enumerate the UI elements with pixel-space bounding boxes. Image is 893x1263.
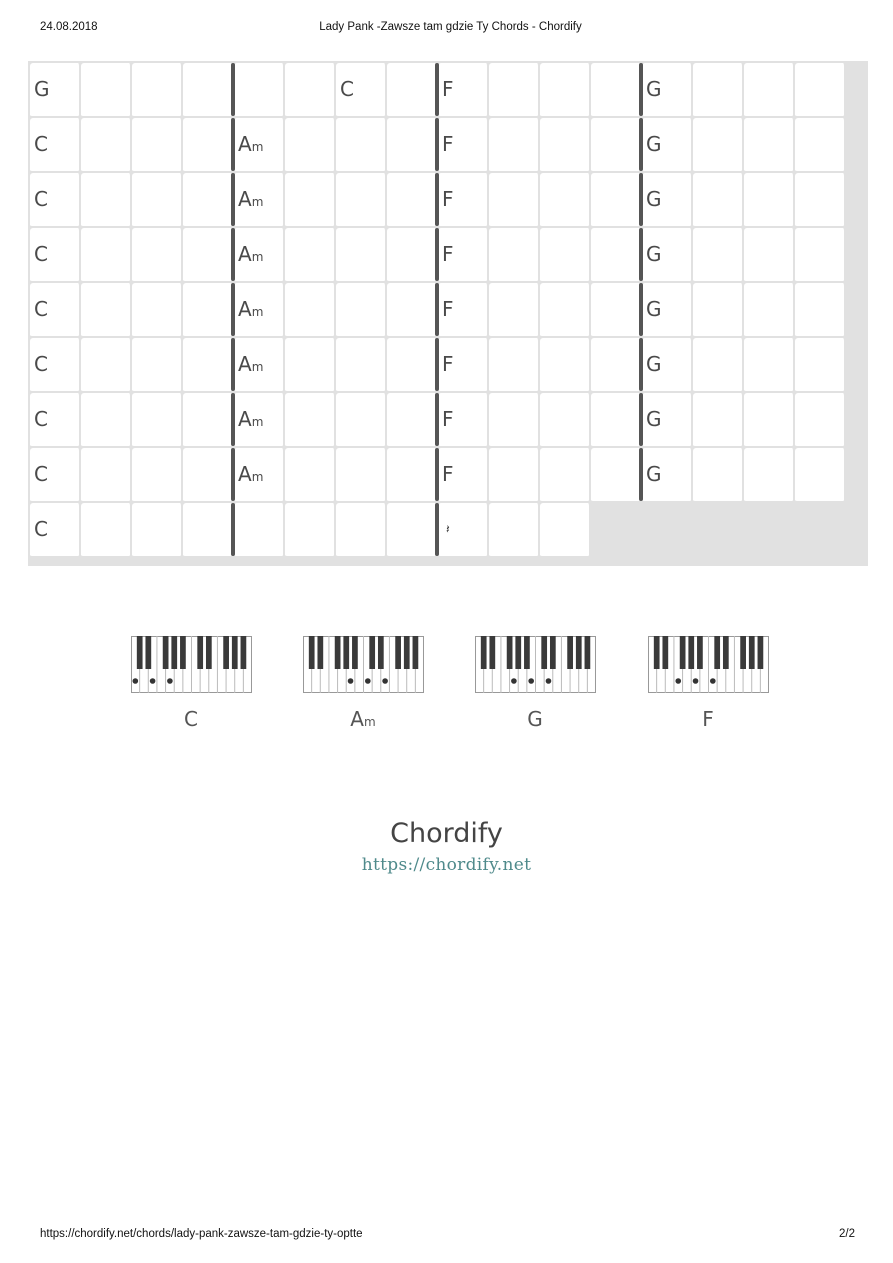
beat-cell[interactable] [285,503,336,558]
chord-label: C [340,77,354,101]
beat-cell[interactable] [795,283,846,338]
beat-cell[interactable] [183,448,234,503]
chord-label: F [442,407,454,431]
beat-cell[interactable] [591,173,642,228]
chord-label: F [442,77,454,101]
beat-cell[interactable] [591,448,642,503]
beat-cell[interactable] [285,283,336,338]
beat-cell[interactable] [81,63,132,118]
beat-cell[interactable] [744,393,795,448]
beat-cell[interactable] [591,338,642,393]
piano-diagram [643,636,773,731]
beat-cell[interactable] [336,283,387,338]
beat-cell[interactable] [489,63,540,118]
beat-cell[interactable] [387,228,438,283]
print-footer [0,1228,893,1244]
beat-cell[interactable] [30,338,81,393]
beat-cell [642,503,693,558]
beat-cell[interactable] [438,118,489,173]
beat-cell[interactable] [183,228,234,283]
beat-cell[interactable] [285,173,336,228]
beat-cell[interactable] [234,393,285,448]
beat-cell[interactable] [132,338,183,393]
grid-row [30,393,868,448]
chord-label: G [646,352,662,376]
beat-cell[interactable] [81,503,132,558]
beat-cell[interactable] [81,228,132,283]
piano-diagram [470,636,600,731]
beat-cell[interactable] [795,63,846,118]
beat-cell[interactable] [234,63,285,118]
beat-cell[interactable] [132,63,183,118]
beat-cell[interactable] [387,503,438,558]
beat-cell[interactable] [744,173,795,228]
beat-cell[interactable] [132,118,183,173]
beat-cell[interactable] [336,393,387,448]
beat-cell[interactable] [693,173,744,228]
beat-cell[interactable] [234,338,285,393]
beat-cell[interactable] [183,393,234,448]
beat-cell[interactable] [744,118,795,173]
beat-cell[interactable] [642,283,693,338]
beat-cell [744,503,795,558]
grid-row [30,283,868,338]
chord-label: C [34,462,48,486]
beat-cell[interactable] [642,393,693,448]
beat-cell[interactable] [336,448,387,503]
grid-row [30,173,868,228]
piano-keyboard-icon [475,636,596,693]
chord-label: G [646,132,662,156]
beat-cell[interactable] [795,118,846,173]
beat-cell[interactable] [285,118,336,173]
chord-label: C [34,297,48,321]
print-date: 24.08.2018 [40,21,98,33]
beat-cell[interactable] [234,503,285,558]
beat-cell[interactable] [30,283,81,338]
beat-cell[interactable] [132,228,183,283]
chord-label: G [646,462,662,486]
beat-cell[interactable] [30,173,81,228]
beat-cell[interactable] [693,228,744,283]
chord-label: C [34,132,48,156]
grid-row [30,118,868,173]
beat-cell[interactable] [438,338,489,393]
beat-cell[interactable] [234,118,285,173]
rest-icon: 𝄽 [446,522,450,536]
beat-cell[interactable] [285,393,336,448]
beat-cell[interactable] [81,338,132,393]
beat-cell[interactable] [540,63,591,118]
chord-label: Am [238,462,264,486]
beat-cell[interactable] [30,63,81,118]
print-header [0,21,893,37]
beat-cell[interactable] [285,448,336,503]
chord-label: F [442,132,454,156]
beat-cell[interactable] [540,448,591,503]
beat-cell[interactable] [693,118,744,173]
beat-cell[interactable] [30,503,81,558]
chord-label: G [646,242,662,266]
beat-cell[interactable] [336,338,387,393]
beat-cell[interactable] [336,63,387,118]
beat-cell[interactable] [336,118,387,173]
chord-label: G [646,407,662,431]
beat-cell[interactable] [489,448,540,503]
chord-label: F [442,462,454,486]
chord-label: G [646,187,662,211]
beat-cell[interactable] [438,503,489,558]
beat-cell[interactable] [489,283,540,338]
beat-cell[interactable] [489,228,540,283]
beat-cell[interactable] [489,393,540,448]
print-page-number: 2/2 [839,1228,855,1240]
beat-cell[interactable] [183,283,234,338]
chord-label: Am [238,407,264,431]
piano-keyboard-icon [303,636,424,693]
chord-label: C [34,352,48,376]
grid-row [30,448,868,503]
beat-cell[interactable] [438,63,489,118]
beat-cell[interactable] [132,173,183,228]
beat-cell[interactable] [234,448,285,503]
beat-cell[interactable] [387,118,438,173]
beat-cell[interactable] [438,283,489,338]
beat-cell[interactable] [795,173,846,228]
beat-cell[interactable] [183,118,234,173]
beat-cell[interactable] [795,448,846,503]
chord-label: F [442,352,454,376]
grid-row [30,338,868,393]
grid-row [30,63,868,118]
beat-cell[interactable] [81,283,132,338]
beat-cell[interactable] [81,173,132,228]
beat-cell[interactable] [795,338,846,393]
piano-keyboard-icon [131,636,252,693]
beat-cell [591,503,642,558]
beat-cell[interactable] [744,228,795,283]
beat-cell[interactable] [591,228,642,283]
beat-cell[interactable] [30,118,81,173]
beat-cell[interactable] [642,118,693,173]
beat-cell[interactable] [744,338,795,393]
beat-cell[interactable] [642,173,693,228]
chord-label: C [34,517,48,541]
beat-cell[interactable] [693,393,744,448]
beat-cell[interactable] [540,283,591,338]
beat-cell[interactable] [591,283,642,338]
beat-cell[interactable] [132,393,183,448]
chord-label: F [442,187,454,211]
grid-row [30,228,868,283]
brand-name: Chordify [390,818,503,849]
beat-cell[interactable] [234,283,285,338]
piano-chord-label: Am [350,707,376,731]
beat-cell[interactable] [132,503,183,558]
beat-cell[interactable] [234,228,285,283]
beat-cell[interactable] [744,448,795,503]
chord-label: G [646,77,662,101]
chord-label: C [34,242,48,266]
beat-cell[interactable] [81,448,132,503]
beat-cell[interactable] [540,393,591,448]
beat-cell[interactable] [489,338,540,393]
beat-cell[interactable] [438,448,489,503]
piano-chord-label: G [527,707,543,731]
beat-cell[interactable] [693,448,744,503]
beat-cell[interactable] [489,503,540,558]
brand-block [0,818,893,875]
beat-cell[interactable] [387,173,438,228]
beat-cell[interactable] [693,283,744,338]
beat-cell[interactable] [183,338,234,393]
beat-cell[interactable] [642,338,693,393]
piano-diagram [126,636,256,731]
beat-cell[interactable] [795,393,846,448]
beat-cell[interactable] [336,173,387,228]
beat-cell[interactable] [183,63,234,118]
beat-cell[interactable] [642,448,693,503]
beat-cell[interactable] [693,63,744,118]
beat-cell[interactable] [591,63,642,118]
beat-cell[interactable] [30,228,81,283]
piano-chord-label: C [184,707,198,731]
beat-cell[interactable] [81,393,132,448]
chord-grid [28,61,868,566]
beat-cell[interactable] [489,173,540,228]
beat-cell[interactable] [387,338,438,393]
beat-cell[interactable] [30,393,81,448]
chord-label: F [442,297,454,321]
beat-cell[interactable] [387,448,438,503]
beat-cell[interactable] [489,118,540,173]
beat-cell[interactable] [285,228,336,283]
beat-cell[interactable] [30,448,81,503]
brand-link[interactable]: https://chordify.net [361,855,532,875]
chord-label: G [646,297,662,321]
beat-cell[interactable] [438,173,489,228]
beat-cell[interactable] [285,338,336,393]
chord-label: Am [238,242,264,266]
chord-label: C [34,407,48,431]
beat-cell[interactable] [744,63,795,118]
beat-cell[interactable] [387,63,438,118]
beat-cell[interactable] [336,228,387,283]
beat-cell[interactable] [336,503,387,558]
beat-cell[interactable] [642,228,693,283]
beat-cell[interactable] [438,393,489,448]
beat-cell[interactable] [183,503,234,558]
beat-cell[interactable] [642,63,693,118]
piano-chord-label: F [702,707,714,731]
beat-cell[interactable] [438,228,489,283]
chord-label: C [34,187,48,211]
grid-row [30,503,868,558]
print-url: https://chordify.net/chords/lady-pank-zawsze-tam-gdzie-ty-optte [40,1228,363,1240]
beat-cell[interactable] [540,228,591,283]
beat-cell[interactable] [540,173,591,228]
chord-label: Am [238,187,264,211]
chord-label: Am [238,352,264,376]
beat-cell[interactable] [387,393,438,448]
beat-cell [693,503,744,558]
beat-cell[interactable] [591,118,642,173]
piano-keyboard-icon [648,636,769,693]
chord-label: G [34,77,50,101]
beat-cell[interactable] [591,393,642,448]
chord-label: F [442,242,454,266]
piano-diagram [298,636,428,731]
chord-label: Am [238,132,264,156]
beat-cell[interactable] [285,63,336,118]
beat-cell[interactable] [744,283,795,338]
beat-cell[interactable] [132,283,183,338]
beat-cell[interactable] [81,118,132,173]
print-title: Lady Pank -Zawsze tam gdzie Ty Chords - Chordify [319,21,582,33]
beat-cell[interactable] [540,503,591,558]
beat-cell[interactable] [693,338,744,393]
beat-cell[interactable] [387,283,438,338]
beat-cell[interactable] [183,173,234,228]
chord-label: Am [238,297,264,321]
beat-cell [795,503,846,558]
beat-cell[interactable] [132,448,183,503]
beat-cell[interactable] [540,118,591,173]
beat-cell[interactable] [540,338,591,393]
beat-cell[interactable] [234,173,285,228]
beat-cell[interactable] [795,228,846,283]
